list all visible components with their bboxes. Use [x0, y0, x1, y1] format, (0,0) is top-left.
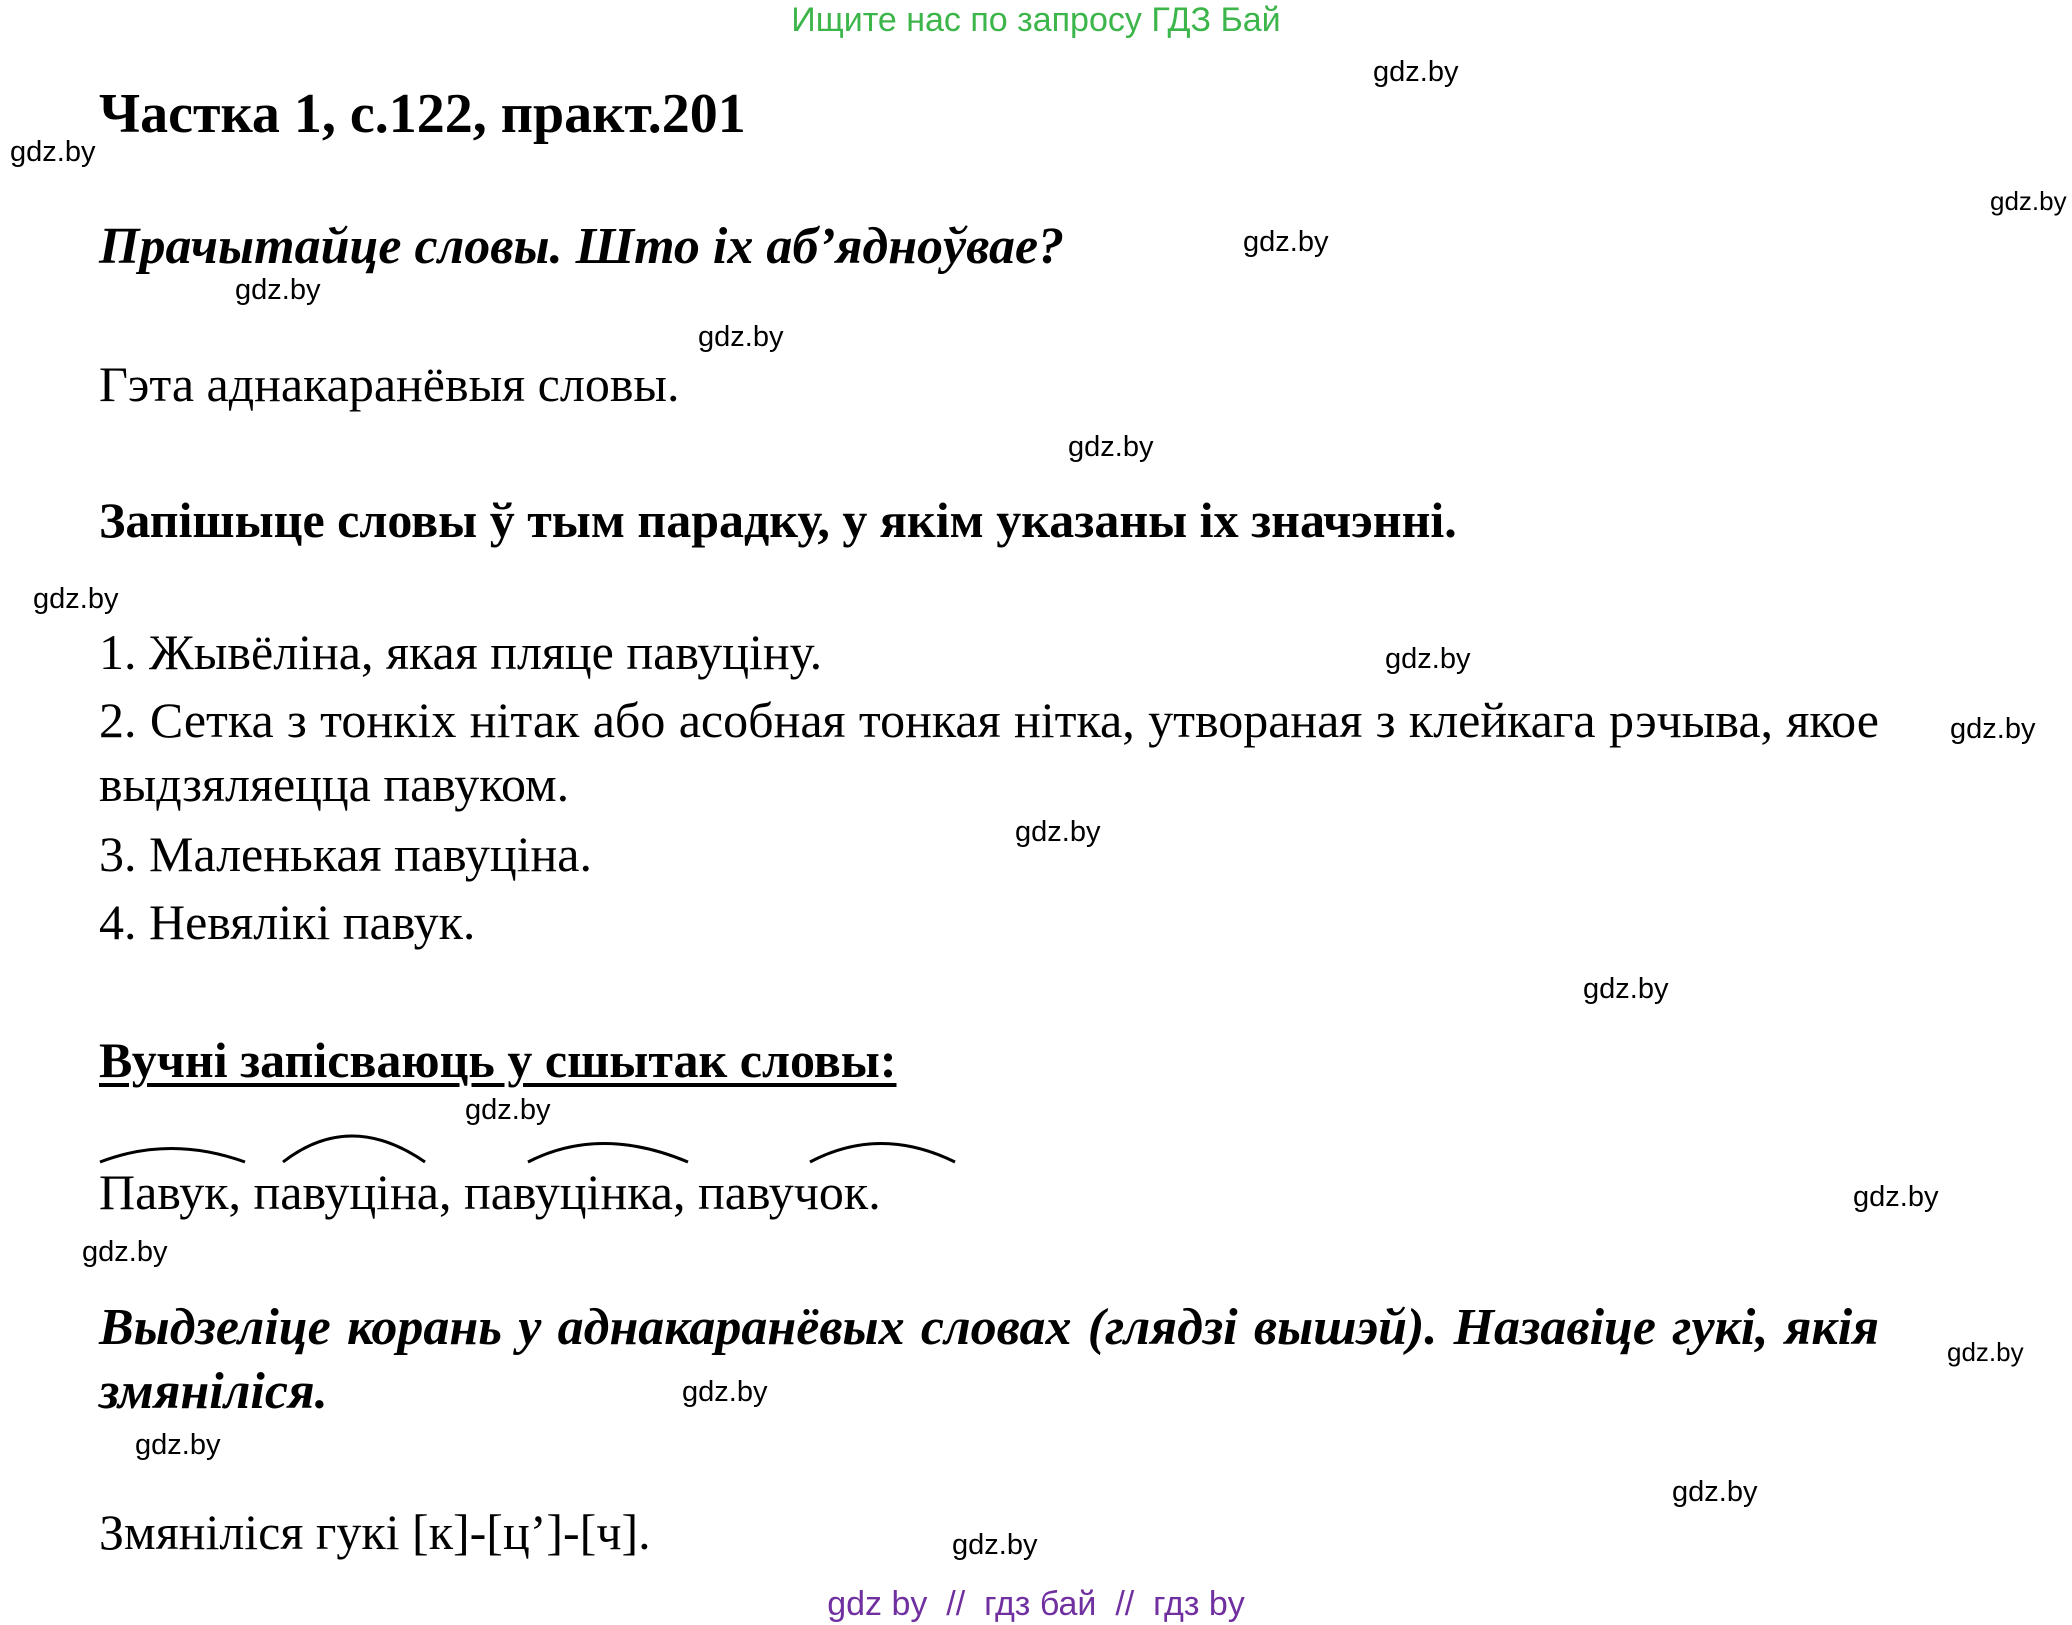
watermark: gdz.by — [10, 136, 96, 168]
watermark: gdz.by — [1015, 816, 1101, 848]
watermark: gdz.by — [1950, 713, 2036, 745]
watermark: gdz.by — [135, 1429, 221, 1461]
footer: gdz by // гдз бай // гдз by — [827, 1585, 1245, 1623]
watermark: gdz.by — [235, 274, 321, 306]
watermark: gdz.by — [698, 321, 784, 353]
answer-1: Гэта аднакаранёвыя словы. — [99, 356, 680, 412]
watermark: gdz.by — [1853, 1181, 1939, 1213]
word-pavuk: Павук, — [99, 1164, 241, 1220]
watermark: gdz.by — [952, 1529, 1038, 1561]
section-heading: Вучні запісваюць у сшытак словы: — [99, 1032, 897, 1088]
word-pavucina: павуціна, — [253, 1164, 452, 1220]
root-arc-2 — [283, 1136, 425, 1162]
word-pavuchok: павучок. — [697, 1164, 881, 1220]
page-title: Частка 1, с.122, практ.201 — [99, 83, 746, 145]
list-item-3: 3. Маленькая павуціна. — [99, 826, 592, 882]
watermark: gdz.by — [465, 1094, 551, 1126]
watermark: gdz.by — [1385, 643, 1471, 675]
answer-3: Змяніліся гукі [к]-[ц’]-[ч]. — [99, 1504, 651, 1560]
word-pavucinka: павуцінка, — [463, 1164, 686, 1220]
watermark: gdz.by — [1583, 973, 1669, 1005]
watermark: gdz.by — [33, 583, 119, 615]
watermark: gdz.by — [1990, 186, 2067, 216]
list-item-1: 1. Жывёліна, якая пляце павуціну. — [99, 624, 823, 680]
watermark: gdz.by — [682, 1376, 768, 1408]
list-item-4: 4. Невялікі павук. — [99, 894, 476, 950]
watermark: gdz.by — [1947, 1337, 2024, 1367]
task-question-3: Выдзеліце корань у аднакаранёвых словах (глядзі вышэй). Назавіце гукі, якія змяніліся. — [99, 1299, 1879, 1420]
watermark: gdz.by — [1672, 1476, 1758, 1508]
watermark: gdz.by — [1373, 56, 1459, 88]
watermark: gdz.by — [1243, 226, 1329, 258]
watermark: gdz.by — [82, 1236, 168, 1268]
word-list — [99, 1160, 881, 1224]
task-question-2: Запішыце словы ў тым парадку, у якім указаны іх значэнні. — [99, 492, 1457, 548]
watermark: gdz.by — [1068, 431, 1154, 463]
task-question-1: Прачытайце словы. Што іх аб’ядноўвае? — [99, 218, 1065, 275]
list-item-2: 2. Сетка з тонкіх нітак або асобная тонкая нітка, утвораная з клейкага рэчыва, якое выдзяляецца павуком. — [99, 692, 1879, 812]
top-banner: Ищите нас по запросу ГДЗ Бай — [791, 1, 1281, 39]
